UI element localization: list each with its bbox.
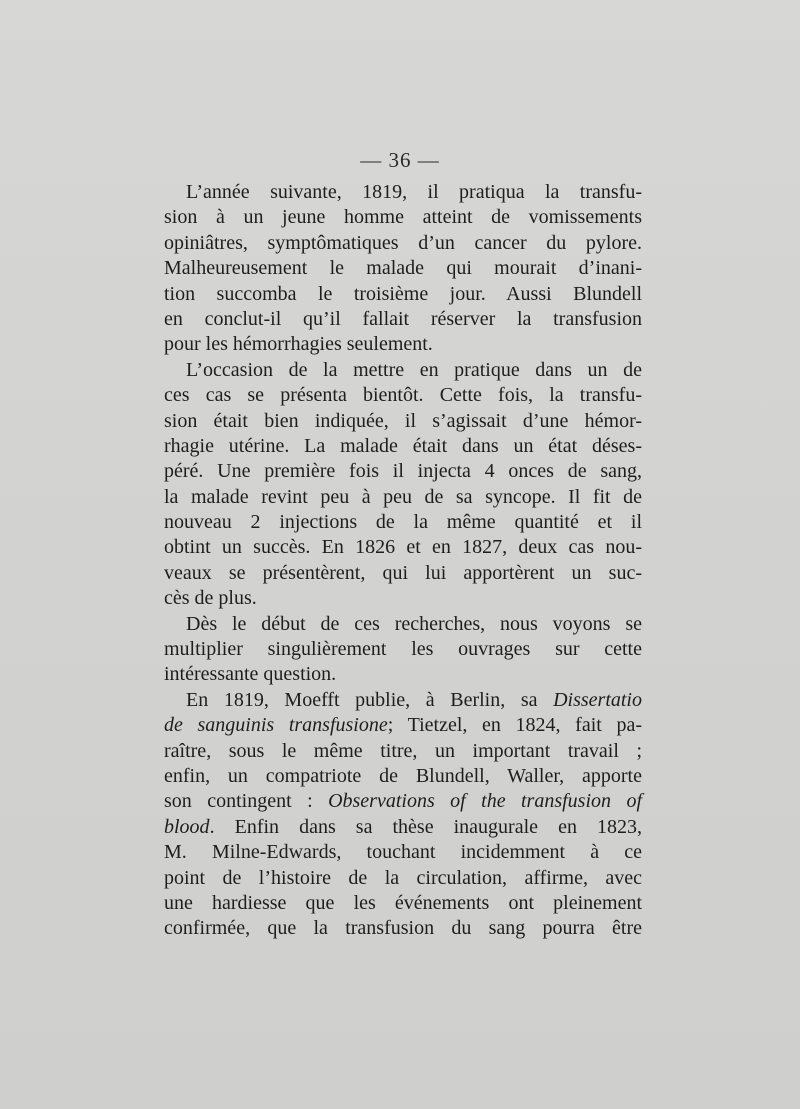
text-line: sion à un jeune homme atteint de vomissements <box>164 206 642 229</box>
text-line: obtint un succès. En 1826 et en 1827, deux cas nou- <box>164 536 642 559</box>
text-line: blood. Enfin dans sa thèse inaugurale en 1823, <box>164 815 642 838</box>
text-line: M. Milne-Edwards, touchant incidemment à ce <box>164 841 642 864</box>
text-line: point de l’histoire de la circulation, affirme, avec <box>164 866 642 889</box>
text-line: rhagie utérine. La malade était dans un état déses- <box>164 434 642 457</box>
text-line: intéressante question. <box>164 663 337 686</box>
text-line: Malheureusement le malade qui mourait d’inani- <box>164 257 642 280</box>
text-line: péré. Une première fois il injecta 4 onces de sang, <box>164 460 642 483</box>
body-text <box>164 180 642 942</box>
text-line: en conclut-il qu’il fallait réserver la transfusion <box>164 307 642 330</box>
text-line: de sanguinis transfusione; Tietzel, en 1824, fait pa- <box>164 714 643 737</box>
text-line: sion était bien indiquée, il s’agissait d’une hémor- <box>164 409 642 432</box>
text-line: enfin, un compatriote de Blundell, Waller, apporte <box>164 764 642 787</box>
text-line: ces cas se présenta bientôt. Cette fois, la transfu- <box>164 384 642 407</box>
text-line: tion succomba le troisième jour. Aussi Blundell <box>164 282 642 305</box>
text-line: Dès le début de ces recherches, nous voyons se <box>186 612 642 635</box>
text-line: la malade revint peu à peu de sa syncope. Il fit de <box>164 485 642 508</box>
page-number: — 36 — <box>360 148 440 172</box>
text-line: nouveau 2 injections de la même quantité et il <box>164 511 642 534</box>
text-line: En 1819, Moefft publie, à Berlin, sa Dissertatio <box>186 688 642 711</box>
text-line: une hardiesse que les événements ont pleinement <box>164 891 642 914</box>
text-line: confirmée, que la transfusion du sang pourra être <box>164 917 642 940</box>
text-line: multiplier singulièrement les ouvrages sur cette <box>164 638 642 661</box>
text-line: pour les hémorrhagies seulement. <box>164 333 433 356</box>
text-line: son contingent : Observations of the transfusion of <box>164 790 643 813</box>
text-line: opiniâtres, symptômatiques d’un cancer du pylore. <box>164 231 642 254</box>
text-line: cès de plus. <box>164 587 257 610</box>
text-line: L’année suivante, 1819, il pratiqua la transfu- <box>186 181 642 203</box>
text-line: L’occasion de la mettre en pratique dans un de <box>186 358 642 381</box>
text-line: raître, sous le même titre, un important travail ; <box>164 739 642 762</box>
text-line: veaux se présentèrent, qui lui apportèrent un suc- <box>164 561 642 584</box>
